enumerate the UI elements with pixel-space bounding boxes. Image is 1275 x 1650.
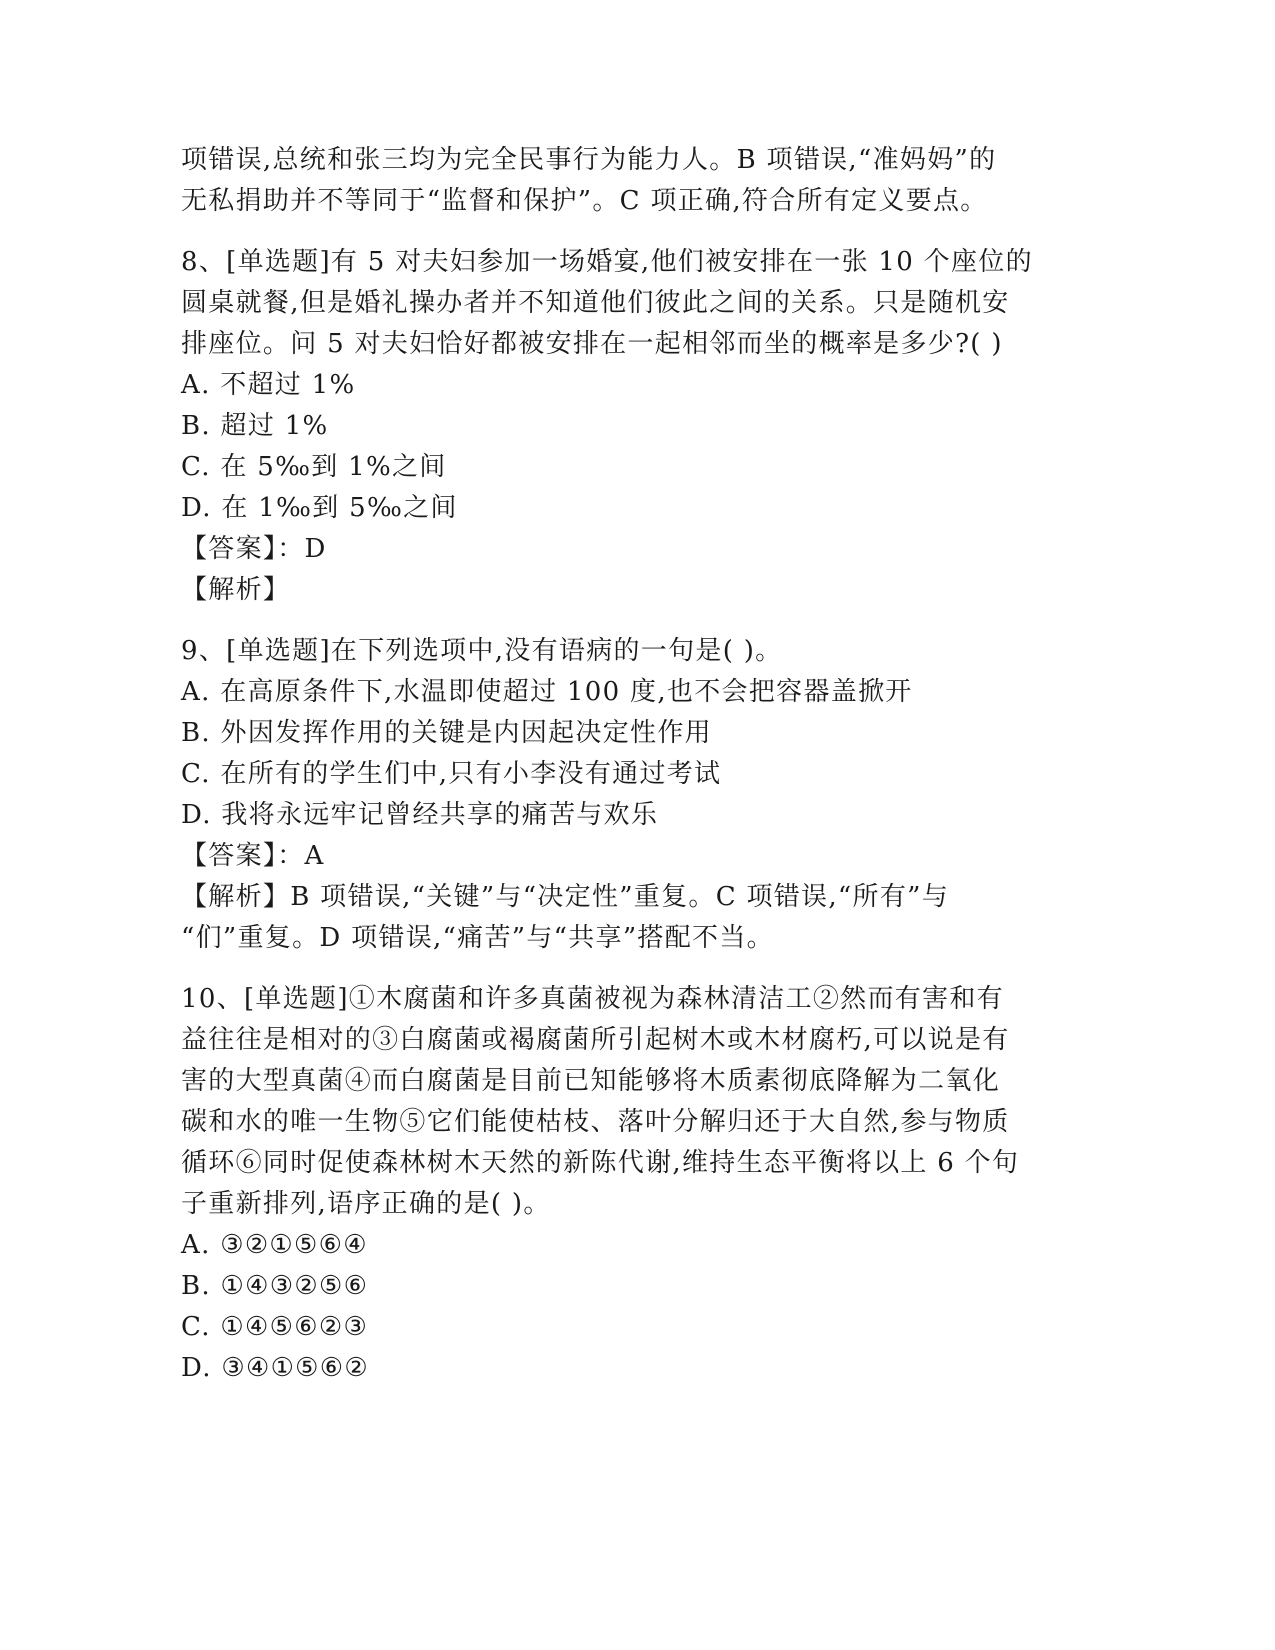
option-c: C. 在所有的学生们中,只有小李没有通过考试 [181, 759, 722, 789]
question-stem-line: 排座位。问 5 对夫妇恰好都被安排在一起相邻而坐的概率是多少?( ) [181, 329, 1003, 359]
intro-line: 无私捐助并不等同于“监督和保护”。C 项正确,符合所有定义要点。 [181, 186, 988, 216]
option-c: C. 在 5‰到 1%之间 [181, 452, 447, 482]
question-stem-line: 9、[单选题]在下列选项中,没有语病的一句是( )。 [181, 636, 783, 666]
analysis-line: “们”重复。D 项错误,“痛苦”与“共享”搭配不当。 [181, 923, 774, 953]
analysis-line: 【解析】 [181, 575, 291, 605]
option-b: B. 超过 1% [181, 411, 329, 441]
option-a: A. 在高原条件下,水温即使超过 100 度,也不会把容器盖掀开 [181, 677, 913, 707]
analysis-line: 【解析】B 项错误,“关键”与“决定性”重复。C 项错误,“所有”与 [181, 882, 950, 912]
option-a: A. 不超过 1% [181, 370, 356, 400]
question-stem-line: 益往往是相对的③白腐菌或褐腐菌所引起树木或木材腐朽,可以说是有 [181, 1025, 1010, 1055]
question-stem-line: 碳和水的唯一生物⑤它们能使枯枝、落叶分解归还于大自然,参与物质 [181, 1107, 1010, 1137]
question-9 [181, 631, 1061, 959]
answer-line: 【答案】：D [181, 534, 327, 564]
option-d: D. 我将永远牢记曾经共享的痛苦与欢乐 [181, 800, 659, 830]
question-stem-line: 10、[单选题]①木腐菌和许多真菌被视为森林清洁工②然而有害和有 [181, 984, 1004, 1014]
question-stem-line: 子重新排列,语序正确的是( )。 [181, 1189, 551, 1219]
answer-line: 【答案】：A [181, 841, 325, 871]
question-stem-line: 害的大型真菌④而白腐菌是目前已知能够将木质素彻底降解为二氧化 [181, 1066, 1001, 1096]
option-d: D. ③④①⑤⑥② [181, 1353, 369, 1383]
intro-analysis [181, 140, 1061, 222]
intro-line: 项错误,总统和张三均为完全民事行为能力人。B 项错误,“准妈妈”的 [181, 145, 997, 175]
question-stem-line: 圆桌就餐,但是婚礼操办者并不知道他们彼此之间的关系。只是随机安 [181, 288, 1010, 318]
option-c: C. ①④⑤⑥②③ [181, 1312, 369, 1342]
option-b: B. ①④③②⑤⑥ [181, 1271, 369, 1301]
question-stem-line: 循环⑥同时促使森林树木天然的新陈代谢,维持生态平衡将以上 6 个句 [181, 1148, 1020, 1178]
question-8 [181, 242, 1061, 611]
option-d: D. 在 1‰到 5‰之间 [181, 493, 458, 523]
question-10 [181, 979, 1061, 1389]
option-a: A. ③②①⑤⑥④ [181, 1230, 368, 1260]
option-b: B. 外因发挥作用的关键是内因起决定性作用 [181, 718, 712, 748]
document-page [181, 140, 1061, 1389]
question-stem-line: 8、[单选题]有 5 对夫妇参加一场婚宴,他们被安排在一张 10 个座位的 [181, 247, 1033, 277]
